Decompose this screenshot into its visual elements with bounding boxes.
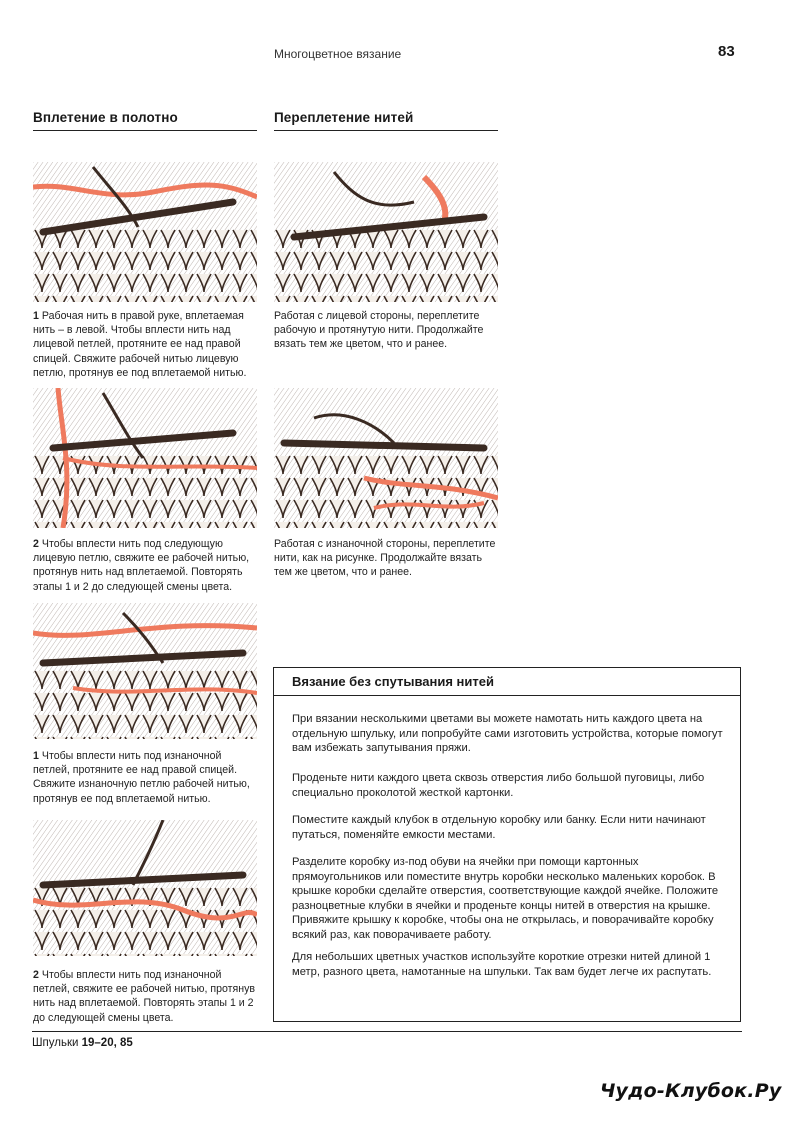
caption-purl-weave-step2 — [33, 968, 257, 1025]
tip-paragraph: Поместите каждый клубок в отдельную коробку или банку. Если нити начинают путаться, поменяйте емкости местами. — [292, 814, 706, 841]
caption-knit-weave-step1 — [33, 309, 257, 380]
right-heading-rule — [274, 130, 498, 131]
illustration-twist-purl-side — [274, 388, 498, 528]
caption-twist-purl-side: Работая с изнаночной стороны, переплетите нити, как на рисунке. Продолжайте вязать тем же цветом, что и ранее. — [274, 538, 496, 579]
step-text: Чтобы вплести нить под изнаночной петлей, свяжите ее рабочей нитью, протянув нить над вплетаемой. Повторять этапы 1 и 2 до следующей смены цвета. — [33, 969, 256, 1024]
footer-page-refs: 19–20, 85 — [81, 1037, 133, 1049]
illustration-twist-knit-side — [274, 162, 498, 302]
tip-paragraph: При вязании несколькими цветами вы можете намотать нить каждого цвета на отдельную шпульку, или попробуйте сами изготовить устройства, которые помогут вам избежать запутывания пряжи. — [292, 713, 723, 755]
caption-knit-weave-step2 — [33, 537, 257, 594]
caption-twist-knit-side: Работая с лицевой стороны, переплетите рабочую и протянутую нити. Продолжайте вязать тем же цветом, что и ранее. — [274, 310, 484, 351]
footer-label: Шпульки — [32, 1037, 82, 1049]
illustration-purl-weave-step1 — [33, 603, 257, 739]
footer-rule — [32, 1031, 742, 1032]
step-text: Рабочая нить в правой руке, вплетаемая нить – в левой. Чтобы вплести нить над лицевой петлей, протяните ее над правой спицей. Свяжите рабочей нитью лицевую петлю, протянув ее под вплетаемой нитью. — [33, 310, 247, 379]
footer-cross-reference — [32, 1037, 133, 1049]
step-text: Чтобы вплести нить под следующую лицевую петлю, свяжите ее рабочей нитью, протянув нить над вплетаемой. Повторять этапы 1 и 2 до следующей смены цвета. — [33, 538, 250, 593]
tip-paragraph: Разделите коробку из-под обуви на ячейки при помощи картонных прямоугольников или поместите внутрь коробки несколько маленьких коробок. В крышке коробки сделайте отверстия, соответствующие каждой ячейке. Положите разноцветные клубки в ячейки и проденьте концы нитей в отверстия на крышке. Привяжите крышку к коробке, чтобы она не открылась, и поворачивайте коробку всякий раз, как поворачиваете работу. — [292, 856, 719, 941]
step-number: 1 — [33, 750, 39, 762]
running-title: Многоцветное вязание — [274, 47, 402, 61]
caption-purl-weave-step1 — [33, 749, 257, 806]
tip-paragraph: Для небольших цветных участков используйте короткие отрезки нитей длиной 1 метр, разного цвета, намотанные на шпульки. Так вам будет легче их распутать. — [292, 951, 712, 978]
left-column-heading: Вплетение в полотно — [33, 110, 178, 125]
illustration-knit-weave-step1 — [33, 162, 257, 302]
tip-paragraph: Проденьте нити каждого цвета сквозь отверстия либо большой пуговицы, либо специально проколотой жесткой картонки. — [292, 772, 705, 799]
step-number: 2 — [33, 969, 39, 981]
illustration-purl-weave-step2 — [33, 820, 257, 956]
step-number: 1 — [33, 310, 39, 322]
step-number: 2 — [33, 538, 39, 550]
tip-box — [273, 667, 741, 1022]
tip-box-title: Вязание без спутывания нитей — [274, 668, 740, 696]
site-watermark: Чудо-Клубок.Ру — [600, 1080, 782, 1102]
illustration-knit-weave-step2 — [33, 388, 257, 528]
page-number: 83 — [718, 43, 735, 60]
right-column-heading: Переплетение нитей — [274, 110, 414, 125]
step-text: Чтобы вплести нить под изнаночной петлей, протяните ее над правой спицей. Свяжите изнаночную петлю рабочей нитью, протянув ее под вплетаемой нитью. — [33, 750, 250, 805]
left-heading-rule — [33, 130, 257, 131]
